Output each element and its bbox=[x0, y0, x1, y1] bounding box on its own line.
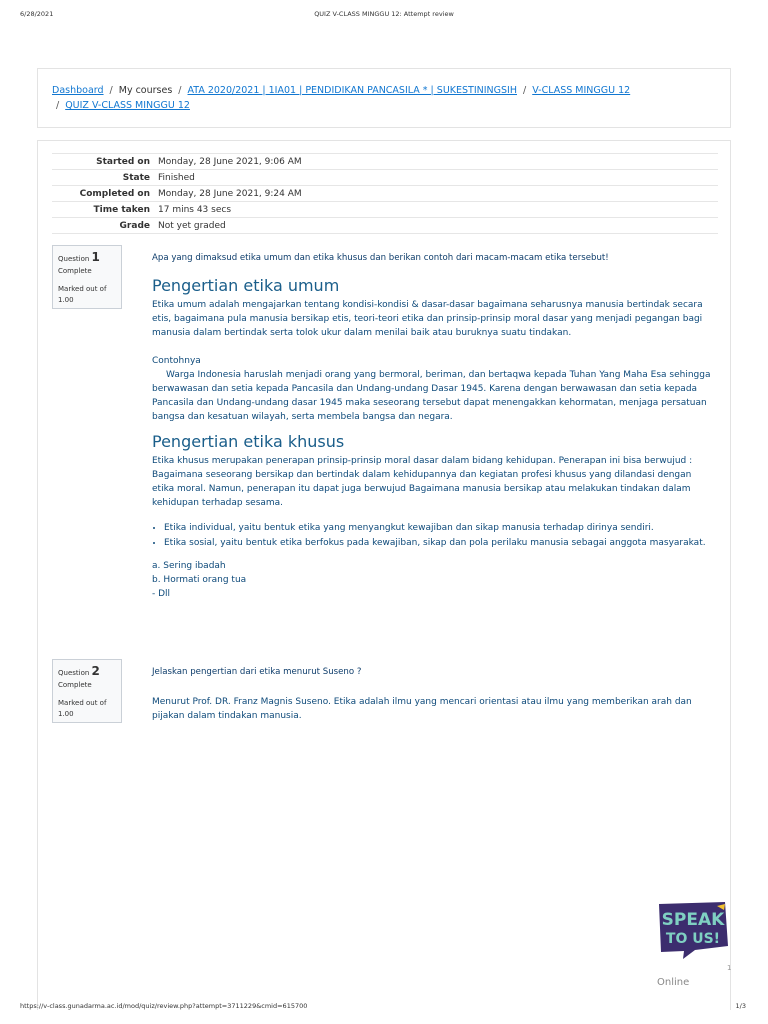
question-mark: Marked out of 1.00 bbox=[58, 285, 107, 304]
example-paragraph: Warga Indonesia haruslah menjadi orang yang bermoral, beriman, dan bertaqwa kepada Tuhan Yang Maha Esa sehingga berwawasan dan setia kepada Pancasila dan Undang-undang Dasar 1945. Karena dengan berwawasan dan setia kepada Pancasila dan Undang-undang dasar 1945 maka seseorang tersebut dapat menengakkan kehormatan, menjaga persatuan bangsa dan kesatuan wilayah, serta membela bangsa dan negara. bbox=[152, 370, 711, 422]
question-2-info bbox=[52, 659, 122, 723]
answer-paragraph: Menurut Prof. DR. Franz Magnis Suseno. Etika adalah ilmu yang mencari orientasi atau ilmu yang memberikan arah dan pijakan dalam tindakan manusia. bbox=[152, 697, 692, 721]
breadcrumb-separator: / bbox=[523, 85, 527, 96]
print-page-number: 1/3 bbox=[735, 1002, 746, 1010]
breadcrumb-my-courses: My courses bbox=[118, 85, 173, 96]
summary-value: Finished bbox=[158, 170, 718, 186]
breadcrumb-separator: / bbox=[56, 100, 60, 111]
breadcrumb-course[interactable]: ATA 2020/2021 | 1IA01 | PENDIDIKAN PANCASILA * | SUKESTININGSIH bbox=[187, 85, 517, 96]
summary-row bbox=[52, 170, 718, 186]
summary-value: 17 mins 43 secs bbox=[158, 202, 718, 218]
answer-heading: Pengertian etika umum bbox=[152, 276, 340, 295]
breadcrumb bbox=[37, 68, 731, 128]
badge-line2: TO US! bbox=[665, 931, 721, 947]
question-state: Complete bbox=[58, 267, 92, 275]
question-number-value: 2 bbox=[91, 664, 100, 678]
print-date: 6/28/2021 bbox=[20, 10, 54, 18]
question-number bbox=[58, 664, 116, 678]
attempt-summary-table bbox=[52, 153, 718, 234]
answer-bullet-list bbox=[152, 521, 712, 551]
example-label: Contohnya bbox=[152, 356, 201, 366]
print-footer bbox=[0, 1002, 768, 1014]
summary-row bbox=[52, 218, 718, 234]
question-1-content bbox=[152, 251, 712, 601]
online-status: Online bbox=[657, 977, 690, 988]
summary-label: State bbox=[52, 170, 158, 186]
print-url: https://v-class.gunadarma.ac.id/mod/quiz/review.php?attempt=3711229&cmid=615700 bbox=[20, 1002, 308, 1010]
question-text: Jelaskan pengertian dari etika menurut Suseno ? bbox=[152, 667, 362, 677]
answer-list-line: b. Hormati orang tua bbox=[152, 575, 247, 585]
speak-to-us-button[interactable] bbox=[655, 900, 731, 960]
badge-line1: SPEAK bbox=[661, 910, 725, 930]
summary-row bbox=[52, 186, 718, 202]
quiz-review-panel bbox=[37, 140, 731, 1010]
list-item: • Etika sosial, yaitu bentuk etika berfokus pada kewajiban, sikap dan pola perilaku manusia sebagai anggota masyarakat. bbox=[164, 536, 712, 551]
corner-digit: 1 bbox=[727, 964, 732, 972]
summary-label: Grade bbox=[52, 218, 158, 234]
question-number bbox=[58, 250, 116, 264]
list-item: • Etika individual, yaitu bentuk etika yang menyangkut kewajiban dan sikap manusia terhadap dirinya sendiri. bbox=[164, 521, 712, 536]
answer-paragraph: Etika umum adalah mengajarkan tentang kondisi-kondisi & dasar-dasar bagaimana seharusnya manusia bertindak secara etis, bagaimana pula manusia bersikap etis, teori-teori etika dan prinsip-prinsip moral dasar yang menjadi pegangan bagi manusia dalam bertindak serta tolok ukur dalam menilai baik atau buruknya suatu tindakan. bbox=[152, 300, 703, 338]
question-2-content bbox=[152, 665, 712, 723]
breadcrumb-separator: / bbox=[178, 85, 182, 96]
summary-value: Not yet graded bbox=[158, 218, 718, 234]
answer-heading: Pengertian etika khusus bbox=[152, 432, 345, 451]
breadcrumb-week[interactable]: V-CLASS MINGGU 12 bbox=[532, 85, 631, 96]
answer-list-line: - Dll bbox=[152, 589, 171, 599]
question-prefix: Question bbox=[58, 669, 90, 677]
summary-value: Monday, 28 June 2021, 9:24 AM bbox=[158, 186, 718, 202]
question-state: Complete bbox=[58, 681, 92, 689]
summary-value: Monday, 28 June 2021, 9:06 AM bbox=[158, 154, 718, 170]
print-header bbox=[0, 10, 768, 22]
answer-paragraph: Etika khusus merupakan penerapan prinsip-prinsip moral dasar dalam bidang kehidupan. Penerapan ini bisa berwujud : Bagaimana seseorang bersikap dan bertindak dalam kehidupannya dan kegiatan profesi khusus yang dilandasi dengan etika moral. Namun, penerapan itu dapat juga berwujud Bagaimana manusia bersikap atau melakukan tindakan dalam kehidupan terhadap sesama. bbox=[152, 456, 693, 508]
question-1-info bbox=[52, 245, 122, 309]
breadcrumb-dashboard[interactable]: Dashboard bbox=[52, 85, 104, 96]
summary-row bbox=[52, 154, 718, 170]
question-text: Apa yang dimaksud etika umum dan etika khusus dan berikan contoh dari macam-macam etika tersebut! bbox=[152, 253, 609, 263]
breadcrumb-quiz[interactable]: QUIZ V-CLASS MINGGU 12 bbox=[65, 100, 190, 111]
summary-label: Completed on bbox=[52, 186, 158, 202]
question-prefix: Question bbox=[58, 255, 90, 263]
breadcrumb-separator: / bbox=[109, 85, 113, 96]
answer-list-line: a. Sering ibadah bbox=[152, 561, 226, 571]
print-title: QUIZ V-CLASS MINGGU 12: Attempt review bbox=[314, 10, 454, 18]
speak-to-us-icon bbox=[655, 900, 731, 960]
question-mark: Marked out of 1.00 bbox=[58, 699, 107, 718]
question-number-value: 1 bbox=[91, 250, 100, 264]
summary-row bbox=[52, 202, 718, 218]
summary-label: Time taken bbox=[52, 202, 158, 218]
summary-label: Started on bbox=[52, 154, 158, 170]
